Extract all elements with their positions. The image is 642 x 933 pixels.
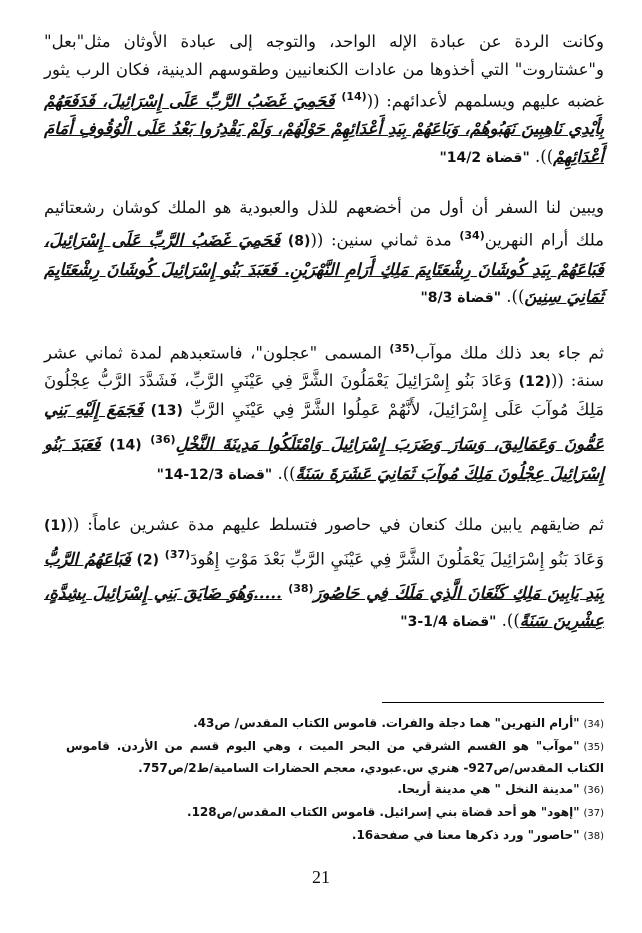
footnote-34 [66, 713, 604, 735]
verse-quote: فَبَاعَهُمُ الرَّبُّ بِيَدِ يَابِينَ مَلِكِ كَنْعَانَ الَّذِي مَلَكَ فِي حَاصُورَ [44, 549, 604, 602]
verse-quote: فَجَمَعَ إِلَيْهِ بَنِي عَمُّونَ وَعَمَالِيقَ، وَسَارَ وَضَرَبَ إِسْرَائِيلَ وَامْتَلَكُوا مَدِينَةَ النَّخْلِ [44, 400, 605, 453]
verse-number: (1) [44, 518, 67, 534]
page-number: 21 [312, 867, 330, 887]
verse-number: (8) [287, 233, 311, 249]
paragraph-text: ويبين لنا السفر أن أول من أخضعهم للذل والعبودية هو الملك كوشان رشعتائيم ملك أرام النهرين [44, 198, 605, 249]
footnote-number: (36) [583, 785, 604, 796]
verse-number: (2) [136, 552, 160, 568]
footnote-38 [66, 825, 604, 847]
footnote-37 [66, 802, 604, 824]
verse-quote: فَعَبَدَ بَنُو إِسْرَائِيلَ عِجْلُونَ مَلِكَ مُوآبَ ثَمَانِيَ عَشَرَةَ سَنَةً [44, 434, 604, 483]
verse-number: (14) [341, 90, 367, 103]
paragraph-2 [44, 194, 604, 313]
verse-plain: وَعَادَ بَنُو إِسْرَائِيلَ يَعْمَلُونَ الشَّرَّ فِي عَيْنَيِ الرَّبِّ، فَشَدَّدَ الرَّبُّ عِجْلُونَ مَلِكَ مُوآبَ عَلَى إِسْرَائِيلَ، لأَنَّهُمْ عَمِلُوا الشَّرَّ فِي عَيْنَيِ الرَّبِّ [44, 370, 604, 419]
footnote-text: "أرام النهرين" هما دجلة والفرات. قاموس الكتاب المقدس/ ص43. [193, 716, 580, 730]
footnote-number: (34) [583, 719, 604, 730]
verse-number: (13) [150, 403, 183, 419]
footnote-separator [382, 702, 604, 703]
scripture-reference: "قضاة 12/3-14" [156, 466, 273, 483]
footnote-number: (35) [583, 742, 604, 753]
paragraph-3 [44, 335, 604, 490]
footnote-35 [66, 736, 604, 778]
footnote-marker[interactable]: (37) [164, 547, 191, 561]
quote-close: )). [506, 287, 525, 306]
footnote-number: (37) [583, 808, 604, 819]
footnotes [66, 713, 604, 848]
paragraph-text: مدة ثماني سنين: (( [310, 230, 460, 249]
paragraph-text: وكانت الردة عن عبادة الإله الواحد، والتوجه إلى عبادة الأوثان مثل"بعل" و"عشتاروت" التي أخذوها من عادات الكنعانيين وطقوسهم الدينية، فكان الرب يثور غضبه عليهم ويسلمهم لأعدائهم: (( [44, 32, 604, 111]
footnote-text: "مدينة النخل " هي مدينة أريحا. [397, 782, 580, 796]
footnote-marker[interactable]: (38) [288, 581, 314, 595]
verse-number: (12) [518, 373, 551, 390]
paragraph-1 [44, 28, 604, 172]
page-body [44, 28, 604, 658]
verse-quote: فَحَمِيَ غَضَبُ الرَّبِّ عَلَى إِسْرَائِيلَ، فَبَاعَهُمْ بِيَدِ كُوشَانَ رِشْعَتَايِمَ مَلِكِ أَرَامِ النَّهْرَيْنِ. فَعَبَدَ بَنُو إِسْرَائِيلَ كُوشَانَ رِشْعَتَايِمَ ثَمَانِيَ سِنِينَ [44, 230, 604, 306]
footnote-marker[interactable]: (35) [389, 341, 415, 355]
footnote-marker[interactable]: (36) [150, 432, 176, 446]
scripture-reference: "قضاة 14/2" [439, 149, 530, 166]
paragraph-text: ثم ضايقهم يابين ملك كنعان في حاصور فتسلط عليهم مدة عشرين عاماً: (( [66, 515, 604, 534]
quote-close: )). [277, 463, 296, 483]
verse-quote: فَحَمِيَ غَضَبُ الرَّبِّ عَلَى إِسْرَائِيلَ، فَدَفَعَهُمْ بِأَيْدِي نَاهِبِينَ نَهَبُوهُمْ، وَبَاعَهُمْ بِيَدِ أَعْدَائِهِمْ حَوْلَهُمْ، وَلَمْ يَقْدِرُوا بَعْدُ عَلَى الْوُقُوفِ أَمَامَ أَعْدَائِهِمْ [44, 91, 604, 166]
verse-quote: .....وَهُوَ ضَايَقَ بَنِي إِسْرَائِيلَ بِشِدَّةٍ، عِشْرِينَ سَنَةً [44, 583, 604, 630]
footnote-text: "موآب" هو القسم الشرقي من البحر الميت ، وهي اليوم قسم من الأردن. قاموس الكتاب المقدس/ص927- هنري س.عبودي، معجم الحضارات السامية/ط2/ص757. [66, 739, 604, 775]
paragraph-text: ثم جاء بعد ذلك ملك موآب [414, 343, 605, 362]
footnote-marker[interactable]: (34) [459, 228, 485, 242]
scripture-reference: "قضاة 8/3" [420, 290, 502, 306]
verse-number: (14) [109, 437, 142, 453]
paragraph-4 [44, 511, 604, 636]
footnote-text: "إهود" هو أحد قضاة بني إسرائيل. قاموس الكتاب المقدس/ص128. [187, 805, 580, 819]
verse-plain: وَعَادَ بَنُو إِسْرَائِيلَ يَعْمَلُونَ الشَّرَّ فِي عَيْنَيِ الرَّبِّ بَعْدَ مَوْتِ إِهُودَ [190, 549, 604, 568]
quote-close: )). [501, 610, 520, 630]
scripture-reference: "قضاة 1/4-3" [400, 613, 497, 630]
footnote-number: (38) [583, 831, 604, 842]
footnote-text: "حاصور" ورد ذكرها معنا في صفحة16. [351, 828, 580, 842]
paragraph-text: المسمى "عجلون"، فاستعبدهم لمدة ثماني عشر سنة: (( [44, 343, 604, 390]
footnote-36 [66, 779, 604, 801]
quote-close: )). [535, 146, 554, 166]
